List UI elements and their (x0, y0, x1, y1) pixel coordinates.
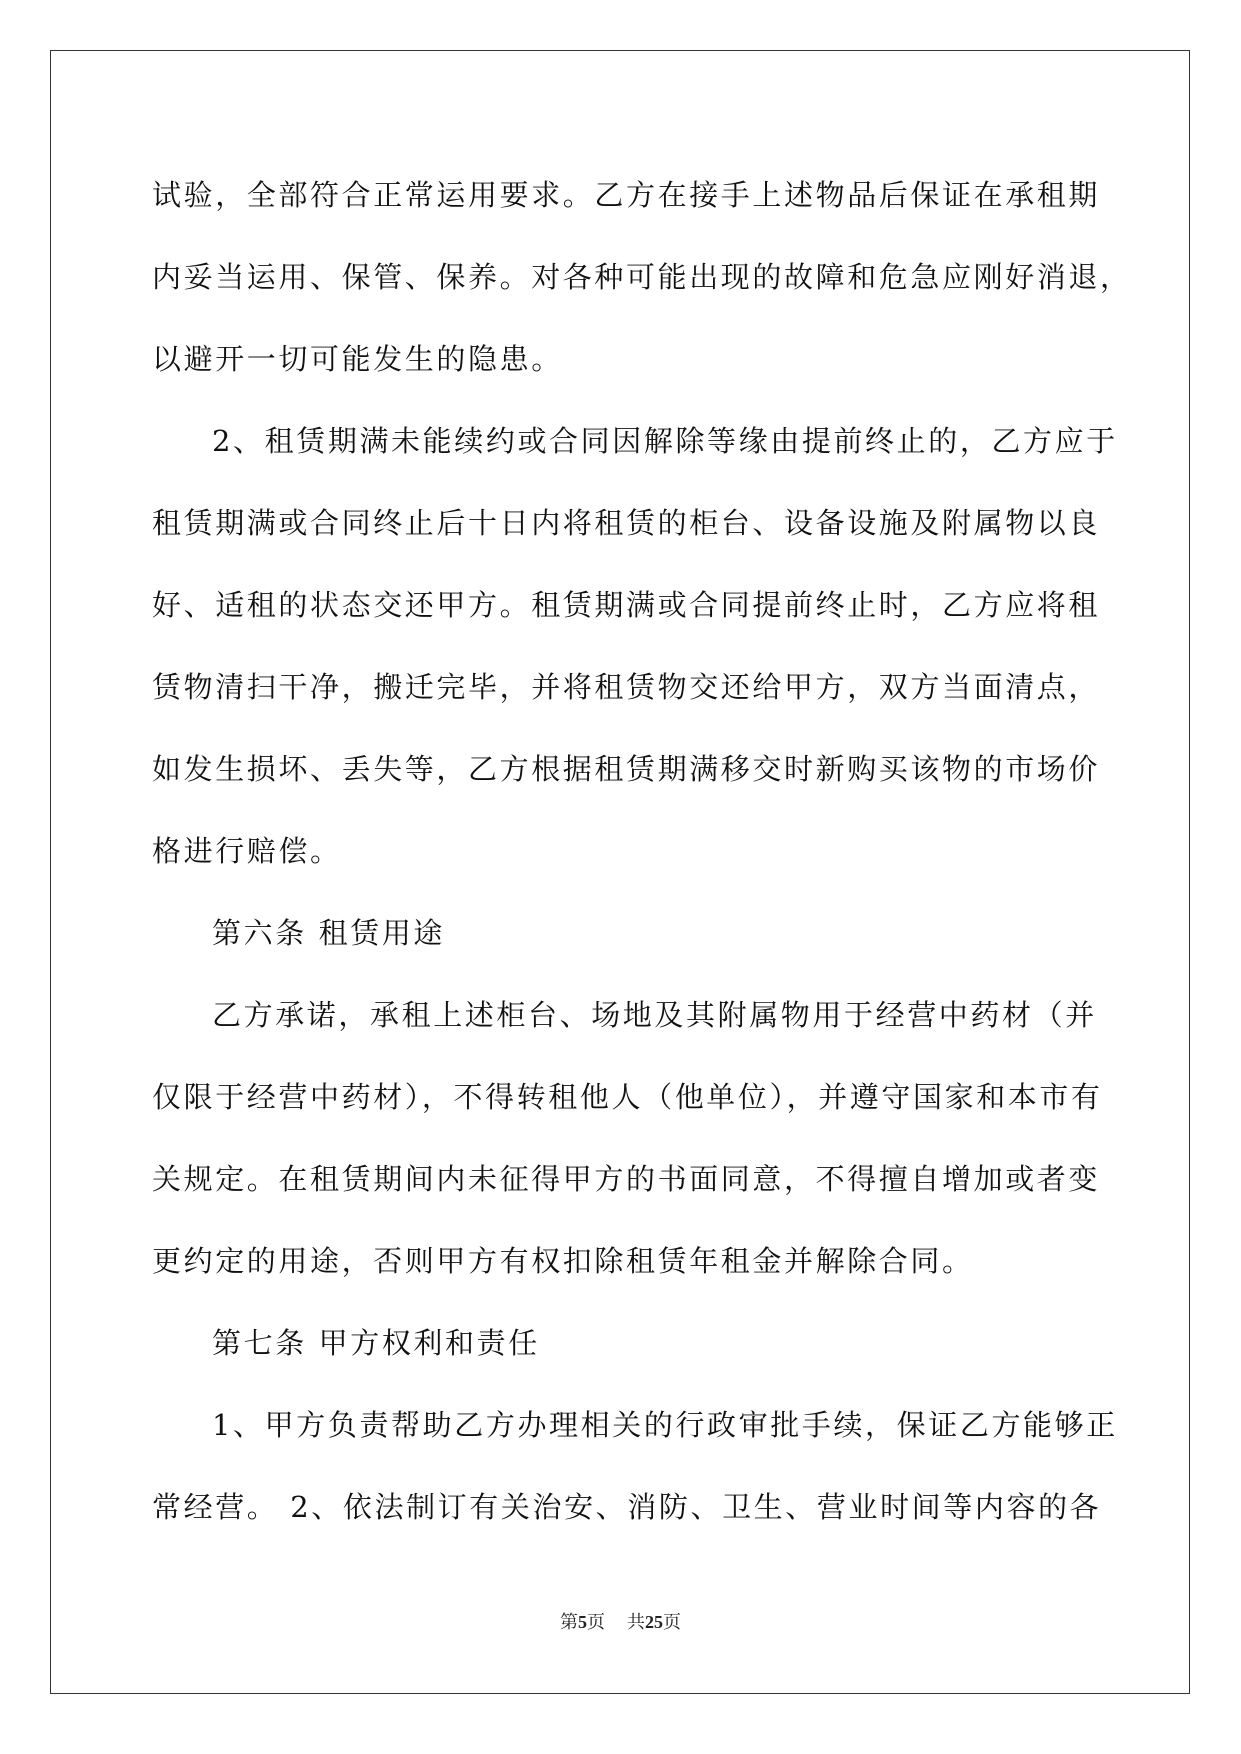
text-line: 乙方承诺，承租上述柜台、场地及其附属物用于经营中药材（并 (212, 998, 1097, 1032)
text-line: 关规定。在租赁期间内未征得甲方的书面同意，不得擅自增加或者变 (152, 1162, 1101, 1196)
page-number: 5 (578, 1612, 587, 1632)
text-line: 租赁期满或合同终止后十日内将租赁的柜台、设备设施及附属物以良 (152, 506, 1101, 540)
text-line: 格进行赔偿。 (152, 834, 342, 868)
total-suffix: 页 (663, 1612, 681, 1632)
section-heading-article-6: 第六条 租赁用途 (212, 916, 446, 950)
text-line: 以避开一切可能发生的隐患。 (152, 342, 563, 376)
text-line: 内妥当运用、保管、保养。对各种可能出现的故障和危急应刚好消退， (152, 260, 1132, 294)
total-prefix: 共 (627, 1612, 645, 1632)
page-suffix: 页 (587, 1612, 605, 1632)
text-line: 仅限于经营中药材），不得转租他人（他单位），并遵守国家和本市有 (152, 1080, 1103, 1114)
text-line: 1、甲方负责帮助乙方办理相关的行政审批手续，保证乙方能够正 (212, 1408, 1118, 1442)
page-footer (0, 1608, 1241, 1634)
total-pages: 25 (645, 1612, 663, 1632)
document-body (152, 166, 1132, 1560)
text-line: 如发生损坏、丢失等，乙方根据租赁期满移交时新购买该物的市场价 (152, 752, 1101, 786)
text-line: 赁物清扫干净，搬迁完毕，并将租赁物交还给甲方，双方当面清点， (152, 670, 1101, 704)
text-line: 常经营。 2、依法制订有关治安、消防、卫生、营业时间等内容的各 (152, 1490, 1102, 1524)
text-line: 好、适租的状态交还甲方。租赁期满或合同提前终止时，乙方应将租 (152, 588, 1101, 622)
text-line: 试验，全部符合正常运用要求。乙方在接手上述物品后保证在承租期 (152, 178, 1101, 212)
text-line: 更约定的用途，否则甲方有权扣除租赁年租金并解除合同。 (152, 1244, 974, 1278)
section-heading-article-7: 第七条 甲方权利和责任 (212, 1326, 540, 1360)
text-line: 2、租赁期满未能续约或合同因解除等缘由提前终止的，乙方应于 (212, 424, 1118, 458)
page-prefix: 第 (560, 1612, 578, 1632)
